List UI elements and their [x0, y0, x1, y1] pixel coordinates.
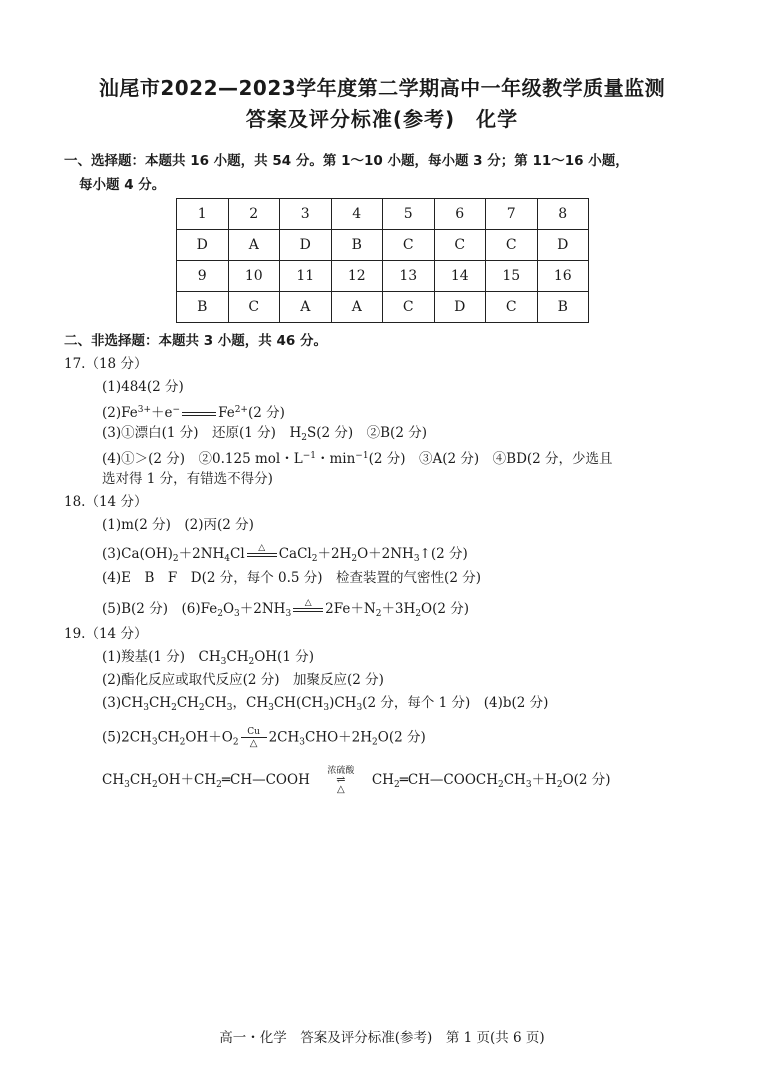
page-footer: 高一・化学 答案及评分标准(参考) 第 1 页(共 6 页) [219, 1030, 545, 1046]
sub-2: 2 [216, 780, 222, 790]
sub-2: 2 [497, 780, 504, 790]
q18-l2-b: ＋2NH [178, 546, 225, 562]
section1-intro-text-1: 一、选择题：本题共 16 小题，共 54 分。第 1～10 小题，每小题 3 分；第 11～16 小题， [64, 153, 629, 169]
q19-l3-c: CH [176, 695, 199, 711]
q19-l5-h: ＋H [531, 772, 557, 788]
q17-line-5: 选对得 1 分，有错选不得分) [102, 471, 273, 487]
answer-cell: D [280, 230, 332, 261]
q19-l4-b: CH [157, 729, 180, 746]
q17-line-1: (1)484(2 分) [102, 379, 184, 395]
answer-cell: D [537, 230, 589, 261]
q18-l2-c: Cl [230, 546, 245, 562]
q17-l4-b: ・min [315, 451, 356, 467]
sub-3: 3 [525, 780, 532, 790]
q17-l2-c: Fe [218, 405, 235, 421]
q17-l4-sup-2: −1 [355, 451, 369, 461]
answer-cell: C [434, 230, 486, 261]
answer-cell: A [280, 292, 332, 323]
sub-3: 3 [285, 609, 292, 619]
sub-2: 2 [171, 703, 177, 713]
q18-l2-f: O＋2NH [357, 546, 414, 562]
answer-cell: C [383, 292, 435, 323]
sub-2: 2 [351, 554, 358, 564]
answer-cell: B [331, 230, 383, 261]
table-row [177, 230, 589, 261]
answer-table [176, 198, 589, 323]
question-number-cell: 2 [228, 199, 280, 230]
question-number-cell: 6 [434, 199, 486, 230]
q19-l3-g: )CH [329, 695, 357, 711]
answer-cell: C [486, 230, 538, 261]
sub-4: 4 [224, 554, 231, 564]
answer-cell: C [228, 292, 280, 323]
sub-2: 2 [311, 554, 318, 564]
q19-l4-f: O(2 分) [377, 729, 426, 746]
sub-3: 3 [143, 703, 149, 713]
section2-intro [64, 332, 327, 350]
q19-l1-b: CH [226, 649, 249, 665]
sub-2: 2 [248, 657, 255, 667]
answer-cell: C [383, 230, 435, 261]
q17-l2-d: (2 分) [247, 405, 285, 421]
q18-l4-a: (5)B(2 分) (6)Fe [102, 601, 218, 617]
q18-l2-e: ＋2H [317, 546, 352, 562]
q17-l2-b: ＋e [151, 405, 173, 421]
sub-2: 2 [179, 737, 186, 748]
table-row [177, 261, 589, 292]
question-number-cell: 16 [537, 261, 589, 292]
answer-cell: A [228, 230, 280, 261]
question-number-cell: 1 [177, 199, 229, 230]
answer-cell: B [537, 292, 589, 323]
question-number-cell: 12 [331, 261, 383, 292]
table-row [177, 199, 589, 230]
q17-line-3 [102, 424, 427, 447]
sub-3: 3 [299, 737, 305, 748]
question-number-cell: 10 [228, 261, 280, 292]
q18-l2-a: (3)Ca(OH) [102, 546, 173, 562]
q17-l4-sup: −1 [302, 451, 316, 461]
q18-line-1: (1)m(2 分) (2)丙(2 分) [102, 517, 254, 533]
q19-l3-f: CH(CH [273, 695, 324, 711]
question-number-cell: 13 [383, 261, 435, 292]
sub-3: 3 [356, 703, 363, 713]
sub-2: 2 [375, 609, 382, 619]
question-number-cell: 11 [280, 261, 332, 292]
q19-l3-h: (2 分，每个 1 分) (4)b(2 分) [362, 695, 549, 711]
q17-l3-a: (3)①漂白(1 分) 还原(1 分) H [102, 425, 302, 441]
q19-l3-b: CH [148, 695, 172, 711]
heat-icon: △ [304, 597, 312, 608]
table-row [177, 292, 589, 323]
heat-icon: △ [336, 784, 345, 795]
q19-l4-a: (5)2CH [102, 729, 152, 746]
q19-l5-g: CH [503, 772, 526, 788]
q18-l2-g: ↑(2 分) [419, 546, 468, 562]
sub-2: 2 [151, 780, 158, 790]
sub-3: 3 [220, 657, 227, 667]
q19-l5-f: ═CH—COOCH [399, 772, 498, 788]
answer-cell: B [177, 292, 229, 323]
answer-cell: D [434, 292, 486, 323]
title-line-2: 答案及评分标准(参考) 化学 [245, 107, 519, 131]
question-number-cell: 9 [177, 261, 229, 292]
sub-2: 2 [172, 554, 179, 564]
q19-line-5 [102, 766, 611, 795]
answer-cell: C [486, 292, 538, 323]
heat-icon: △ [249, 738, 258, 749]
sub-2: 2 [301, 433, 307, 443]
conc-sulfuric-acid-label: 浓硫酸 [327, 766, 355, 776]
sub-3: 3 [268, 703, 274, 713]
q19-l1-a: (1)羧基(1 分) CH [102, 649, 221, 665]
sub-2: 2 [232, 737, 239, 748]
sub-3: 3 [234, 609, 240, 619]
q18-header: 18.（14 分） [64, 494, 148, 510]
q18-l4-c: ＋2NH [239, 601, 286, 617]
q19-l1-c: OH(1 分) [254, 649, 314, 665]
question-number-cell: 14 [434, 261, 486, 292]
cu-label: Cu [247, 727, 260, 737]
q19-header: 19.（14 分） [64, 626, 148, 642]
q17-l3-b: S(2 分) ②B(2 分) [306, 425, 427, 441]
q17-line-4 [102, 447, 613, 468]
question-number-cell: 3 [280, 199, 332, 230]
sub-2: 2 [415, 609, 422, 619]
question-number-cell: 15 [486, 261, 538, 292]
question-number-cell: 5 [383, 199, 435, 230]
q18-l4-f: O(2 分) [421, 601, 470, 617]
q19-l4-e: CHO＋2H [305, 729, 373, 746]
q19-l5-e: CH [371, 772, 394, 788]
q19-l4-c: OH＋O [185, 729, 233, 746]
q17-l2-sup3: 2+ [234, 405, 248, 415]
reversible-arrow-icon: 浓硫酸 ⇌ △ [316, 766, 366, 795]
sub-3: 3 [413, 554, 420, 564]
q17-header: 17.（18 分） [64, 356, 148, 372]
question-number-cell: 8 [537, 199, 589, 230]
sub-3: 3 [323, 703, 330, 713]
question-number-cell: 7 [486, 199, 538, 230]
section1-intro [64, 152, 629, 170]
q19-l3-a: (3)CH [102, 695, 144, 711]
catalyst-arrow-icon [241, 727, 267, 749]
q18-line-4 [102, 597, 470, 623]
q19-l5-d: ═CH—COOH [221, 772, 310, 788]
q18-line-3: (4)E B F D(2 分，每个 0.5 分) 检查装置的气密性(2 分) [102, 570, 481, 586]
q19-l5-i: O(2 分) [562, 772, 611, 788]
q19-l5-c: OH＋CH [157, 772, 217, 788]
q19-l3-e: ，CH [232, 695, 269, 711]
sub-2: 2 [393, 780, 400, 790]
q18-l4-e: ＋3H [381, 601, 416, 617]
q17-l4-c: (2 分) ③A(2 分) ④BD(2 分，少选且 [368, 451, 613, 467]
sub-3: 3 [226, 703, 233, 713]
sub-2: 2 [198, 703, 205, 713]
q19-l5-a: CH [102, 772, 125, 788]
q19-l5-b: CH [129, 772, 152, 788]
sub-3: 3 [151, 737, 158, 748]
title-line-1: 汕尾市2022—2023学年度第二学期高中一年级教学质量监测 [98, 76, 666, 100]
sub-2: 2 [217, 609, 223, 619]
question-number-cell: 4 [331, 199, 383, 230]
q18-l4-d: 2Fe＋N [325, 601, 376, 617]
answer-cell: D [177, 230, 229, 261]
q19-line-3 [102, 694, 548, 717]
q17-l2-sup2: − [172, 405, 181, 415]
equal-sign-icon [182, 412, 216, 416]
answer-cell: A [331, 292, 383, 323]
heat-icon: △ [258, 542, 266, 553]
section1-intro-2 [79, 176, 165, 194]
sub-2: 2 [372, 737, 378, 748]
q19-l4-d: 2CH [268, 729, 300, 746]
heat-equal-icon [293, 598, 323, 612]
heat-equal-icon [247, 543, 277, 557]
q18-line-2 [102, 542, 468, 568]
q17-l2-a: (2)Fe [102, 405, 138, 421]
q18-l2-d: CaCl [278, 546, 312, 562]
section1-intro-text-2: 每小题 4 分。 [79, 177, 166, 193]
q19-line-4 [102, 727, 426, 752]
section2-intro-text: 二、非选择题：本题共 3 小题，共 46 分。 [64, 333, 327, 349]
q18-l4-b: O [222, 601, 235, 617]
q19-line-1 [102, 648, 314, 671]
q17-l2-sup1: 3+ [137, 405, 152, 415]
sub-3: 3 [124, 780, 130, 790]
q19-line-2: (2)酯化反应或取代反应(2 分) 加聚反应(2 分) [102, 672, 384, 688]
q17-l4-a: (4)①＞(2 分) ②0.125 mol・L [102, 451, 303, 467]
sub-2: 2 [556, 780, 563, 790]
q17-line-2 [102, 401, 285, 422]
q19-l3-d: CH [204, 695, 227, 711]
